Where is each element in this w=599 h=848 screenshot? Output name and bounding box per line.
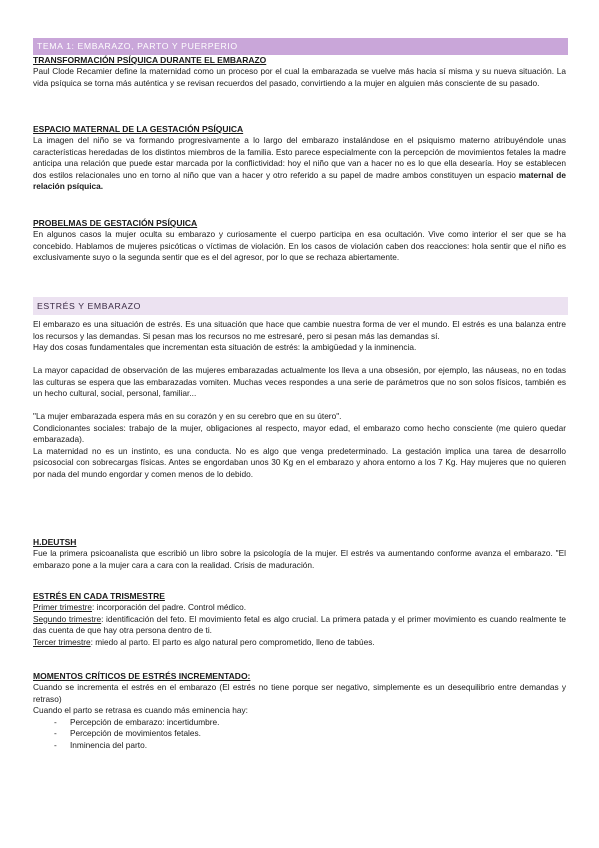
heading-espacio-maternal: ESPACIO MATERNAL DE LA GESTACIÓN PSÍQUICA: [33, 124, 244, 134]
section-trimestre: [33, 591, 566, 648]
paragraph-deutsh: Fue la primera psicoanalista que escribió un libro sobre la psicología de la mujer. El estrés va aumentando conforme avanza el embarazo. "El embarazo pone a la mujer cara a cara con la realidad. Crisis de maduración.: [33, 548, 566, 570]
paragraph-estres-2: Hay dos cosas fundamentales que incrementan esta situación de estrés: la ambigüedad y la inminencia.: [33, 342, 417, 352]
section-band-estres: ESTRÉS Y EMBARAZO: [33, 297, 568, 315]
paragraph-momentos-2: Cuando el parto se retrasa es cuando más eminencia hay:: [33, 705, 248, 715]
trimestre-label-3: Tercer trimestre: [33, 636, 91, 647]
paragraph-condicionantes: Condicionantes sociales: trabajo de la mujer, obligaciones al respecto, mayor edad, el embarazo como hecho consciente (me quiero quedar embarazada).: [33, 422, 566, 444]
trimestre-text-3: : miedo al parto. El parto es algo natural pero comprometido, lleno de tabúes.: [90, 636, 375, 647]
list-item: - Inminencia del parto.: [33, 740, 566, 752]
paragraph-transformacion: Paul Clode Recamier define la maternidad como un proceso por el cual la embarazada se vuelve más hacia sí misma y su nueva situación. La vida psíquica se torna más auténtica y se revisan recuerdos del pasado, convirtiendo a la mujer en alguien más consciente de su pasado.: [33, 66, 566, 88]
section-header-band: TEMA 1: EMBARAZO, PARTO Y PUERPERIO: [33, 38, 568, 55]
list-item: - Percepción de movimientos fetales.: [33, 728, 566, 740]
paragraph-espacio-maternal: [33, 135, 566, 193]
section-estres: [33, 319, 566, 480]
paragraph-problemas: En algunos casos la mujer oculta su embarazo y curiosamente el cuerpo participa en esa ocultación. Vive como interior el ser que se ha concebido. Hablamos de mujeres psicóticas o víctimas de violación. En los casos de violación caben dos reacciones: hola sentir que el niño es exclusivamente suyo o la segunda sentir que es el del agresor, por lo que se rechaza abiertamente.: [33, 229, 566, 262]
trimestre-item-2: [33, 614, 566, 637]
paragraph-estres-1: El embarazo es una situación de estrés. Es una situación que hace que cambie nuestra forma de ver el mundo. El estrés es una balanza entre los recursos y las demandas. Si pesan mas los recursos no me estresaré, pero si pesan más las demandas sí.: [33, 319, 566, 341]
trimestre-text-1: : incorporación del padre. Control médico.: [92, 602, 247, 612]
section-espacio-maternal: [33, 124, 566, 193]
heading-trimestre: ESTRÉS EN CADA TRISMESTRE: [33, 591, 165, 601]
section-problemas: [33, 218, 566, 264]
espacio-maternal-text: La imagen del niño se va formando progresivamente a lo largo del embarazo instalándose en el psiquismo materno atribuyéndole unas características heredadas de los distintos miembros de la familia. Esto parece especialmente con la percepción de movimientos fetales la madre anticipa una relación que puede estar marcada por la conflictividad: hoy el niño que van a hacer no es lo que ella desearía. Hoy se establecen dos estilos relacionales uno en torno al niño que van a hacer y otro referido a su papel de madre ambos constituyen un espacio: [33, 135, 566, 180]
trimestre-item-3: [33, 637, 566, 649]
trimestre-item-1: [33, 602, 566, 614]
section-deutsh: [33, 537, 566, 571]
paragraph-estres-3: La mayor capacidad de observación de las mujeres embarazadas actualmente los lleva a una obsesión, por ejemplo, las náuseas, no en todas las culturas se espera que las embarazadas vomiten. Muchas veces respondes a una serie de parámetros que no son solos físicos, también es un hecho cultural, social, personal, familiar...: [33, 365, 566, 398]
heading-transformacion: TRANSFORMACIÓN PSÍQUICA DURANTE EL EMBARAZO: [33, 55, 267, 65]
espacio-maternal-bold: maternal de relación psíquica.: [33, 169, 566, 191]
heading-momentos: MOMENTOS CRÍTICOS DE ESTRÉS INCREMENTADO:: [33, 671, 251, 681]
paragraph-maternidad: La maternidad no es un instinto, es una conducta. No es algo que venga predeterminado. La gestación implica una tarea de desarrollo psicosocial con sobrecargas físicas. Antes se engordaban unos 30 Kg en el embarazo y ahora entorno a los 7 Kg. Hay mujeres que no quieren por nada del mundo engordar y comen menos de lo debido.: [33, 445, 566, 479]
heading-problemas: PROBELMAS DE GESTACIÓN PSÍQUICA: [33, 218, 198, 228]
section-momentos: [33, 671, 566, 751]
heading-deutsh: H.DEUTSH: [33, 537, 77, 547]
list-item: - Percepción de embarazo: incertidumbre.: [33, 717, 566, 729]
trimestre-text-2: : identificación del feto. El movimiento fetal es algo crucial. La primera patada y el primer movimiento es cuando realmente te das cuenta de que hay otra persona dentro de ti.: [33, 613, 566, 635]
momentos-list: [33, 717, 566, 752]
quote-estres: "La mujer embarazada espera más en su corazón y en su cerebro que en su útero".: [33, 411, 342, 421]
trimestre-label-1: Primer trimestre: [33, 602, 93, 612]
section-transformacion: [33, 55, 566, 89]
trimestre-label-2: Segundo trimestre: [33, 613, 102, 624]
paragraph-momentos-1: Cuando se incrementa el estrés en el embarazo (El estrés no tiene porque ser negativo, simplemente es un desequilibrio entre demandas y retraso): [33, 682, 566, 704]
